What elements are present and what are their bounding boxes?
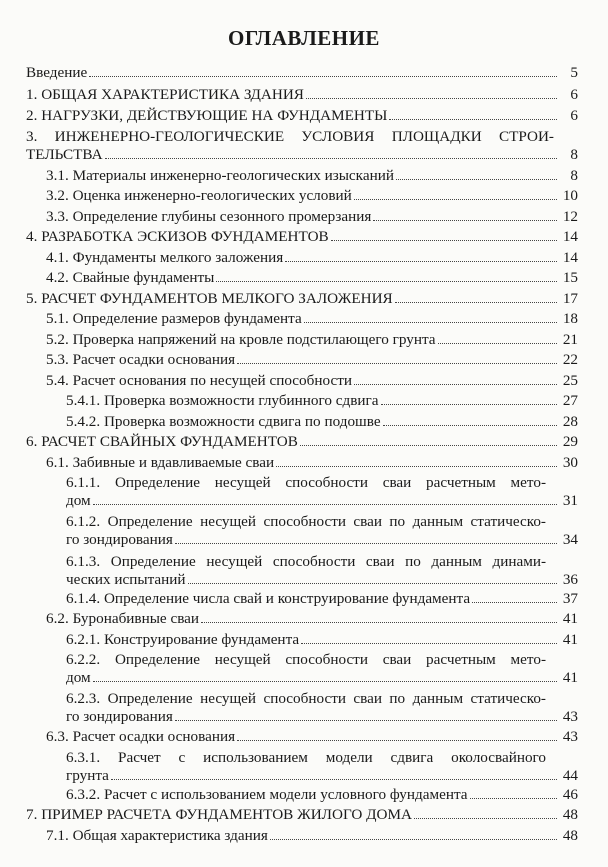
toc-page-number: 21 <box>562 331 578 348</box>
toc-entry-text-line1: 6.1.3. Определение несущей способности сваи по данным динами- <box>66 553 546 570</box>
toc-entry-text: 6.2. Буронабивные сваи <box>46 610 200 627</box>
toc-entry-text: 4.1. Фундаменты мелкого заложения <box>46 249 284 266</box>
leader-dots <box>300 444 557 446</box>
toc-page-number: 43 <box>562 728 578 745</box>
leader-dots <box>354 383 557 385</box>
toc-page-number: 34 <box>562 531 578 548</box>
leader-dots <box>383 424 557 426</box>
toc-entry-text: 5.4.1. Проверка возможности глубинного сдвига <box>66 392 379 409</box>
toc-page-number: 48 <box>562 827 578 844</box>
toc-page-number: 14 <box>562 228 578 245</box>
toc-entry <box>26 433 578 451</box>
toc-entry <box>26 146 578 164</box>
toc-page-number: 41 <box>562 610 578 627</box>
leader-dots <box>93 680 557 682</box>
toc-entry <box>46 454 578 472</box>
toc-page-number: 29 <box>562 433 578 450</box>
toc-entry <box>46 269 578 287</box>
toc-entry <box>26 290 578 308</box>
toc-entry <box>66 786 578 804</box>
toc-entry <box>26 64 578 82</box>
leader-dots <box>201 621 557 623</box>
toc-entry-text: 3.3. Определение глубины сезонного промерзания <box>46 208 372 225</box>
toc-entry <box>26 107 578 125</box>
toc-page-number: 27 <box>562 392 578 409</box>
toc-entry-text: 7.1. Общая характеристика здания <box>46 827 268 844</box>
toc-entry-text: 3.2. Оценка инженерно-геологических условий <box>46 187 352 204</box>
toc-entry-text: 5.2. Проверка напряжений на кровле подстилающего грунта <box>46 331 436 348</box>
toc-entry <box>46 167 578 185</box>
toc-entry-text-line1: 6.3.1. Расчет с использованием модели сдвига околосвайного <box>66 749 546 766</box>
toc-page-number: 15 <box>562 269 578 286</box>
toc-entry-text: 6.2.1. Конструирование фундамента <box>66 631 300 648</box>
toc-page-number: 46 <box>562 786 578 803</box>
leader-dots <box>175 542 557 544</box>
toc-page-number: 18 <box>562 310 578 327</box>
page-title: ОГЛАВЛЕНИЕ <box>228 26 380 50</box>
toc-entry-text: 5.3. Расчет осадки основания <box>46 351 236 368</box>
toc-page-number: 41 <box>562 631 578 648</box>
leader-dots <box>270 838 557 840</box>
toc-entry-text: ческих испытаний <box>66 571 186 588</box>
toc-entry <box>46 728 578 746</box>
leader-dots <box>306 97 557 99</box>
toc-entry-text-line1: 6.1.2. Определение несущей способности сваи по данным статическо- <box>66 513 546 530</box>
toc-entry-text: го зондирования <box>66 708 173 725</box>
leader-dots <box>396 178 557 180</box>
toc-entry-text: 1. ОБЩАЯ ХАРАКТЕРИСТИКА ЗДАНИЯ <box>26 86 304 103</box>
toc-entry-text: 6.3.2. Расчет с использованием модели условного фундамента <box>66 786 468 803</box>
toc-page-number: 8 <box>570 167 578 184</box>
toc-entry <box>46 310 578 328</box>
toc-entry <box>66 590 578 608</box>
toc-entry <box>46 187 578 205</box>
toc-page-number: 17 <box>562 290 578 307</box>
toc-entry-text: 4.2. Свайные фундаменты <box>46 269 215 286</box>
toc-page-number: 22 <box>562 351 578 368</box>
toc-page-number: 30 <box>562 454 578 471</box>
toc-page-number: 28 <box>562 413 578 430</box>
toc-entry <box>46 351 578 369</box>
toc-page-number: 8 <box>570 146 578 163</box>
toc-entry <box>66 631 578 649</box>
toc-entry <box>66 413 578 431</box>
toc-entry-text: грунта <box>66 767 109 784</box>
toc-entry-text-line1: 6.2.3. Определение несущей способности сваи по данным статическо- <box>66 690 546 707</box>
toc-entry <box>66 392 578 410</box>
toc-entry <box>66 492 578 510</box>
toc-entry-text: Введение <box>26 64 88 81</box>
leader-dots <box>438 342 557 344</box>
toc-page-number: 41 <box>562 669 578 686</box>
toc-entry <box>46 208 578 226</box>
toc-entry-text: ТЕЛЬСТВА <box>26 146 103 163</box>
toc-page-number: 31 <box>562 492 578 509</box>
leader-dots <box>304 321 557 323</box>
toc-page-number: 25 <box>562 372 578 389</box>
toc-entry <box>46 372 578 390</box>
leader-dots <box>301 642 557 644</box>
leader-dots <box>188 582 557 584</box>
toc-page-number: 14 <box>562 249 578 266</box>
toc-entry <box>46 331 578 349</box>
toc-entry-text: 5. РАСЧЕТ ФУНДАМЕНТОВ МЕЛКОГО ЗАЛОЖЕНИЯ <box>26 290 393 307</box>
leader-dots <box>331 239 557 241</box>
toc-entry-text: 5.1. Определение размеров фундамента <box>46 310 302 327</box>
leader-dots <box>216 280 557 282</box>
toc-page-number: 43 <box>562 708 578 725</box>
leader-dots <box>395 301 557 303</box>
leader-dots <box>285 260 557 262</box>
toc-entry-text: 5.4.2. Проверка возможности сдвига по подошве <box>66 413 381 430</box>
toc-entry-text-line1: 3. ИНЖЕНЕРНО-ГЕОЛОГИЧЕСКИЕ УСЛОВИЯ ПЛОЩАДКИ СТРОИ- <box>26 128 554 145</box>
toc-entry-text: 7. ПРИМЕР РАСЧЕТА ФУНДАМЕНТОВ ЖИЛОГО ДОМА <box>26 806 412 823</box>
leader-dots <box>389 118 557 120</box>
toc-entry <box>66 669 578 687</box>
leader-dots <box>470 797 557 799</box>
toc-page-number: 10 <box>562 187 578 204</box>
leader-dots <box>472 601 557 603</box>
toc-page-number: 12 <box>562 208 578 225</box>
toc-entry-text: 6.1. Забивные и вдавливаемые сваи <box>46 454 275 471</box>
leader-dots <box>354 198 557 200</box>
toc-entry <box>66 571 578 589</box>
toc-entry <box>46 610 578 628</box>
toc-page-number: 44 <box>562 767 578 784</box>
leader-dots <box>373 219 557 221</box>
toc-entry-text-line1: 6.2.2. Определение несущей способности сваи расчетным мето- <box>66 651 546 668</box>
leader-dots <box>175 719 557 721</box>
leader-dots <box>276 465 557 467</box>
toc-page-number: 37 <box>562 590 578 607</box>
toc-entry <box>46 827 578 845</box>
toc-page-number: 5 <box>570 64 578 81</box>
toc-entry <box>66 708 578 726</box>
leader-dots <box>89 75 557 77</box>
toc-entry <box>66 531 578 549</box>
toc-entry-text: 6. РАСЧЕТ СВАЙНЫХ ФУНДАМЕНТОВ <box>26 433 298 450</box>
toc-entry-text: 6.3. Расчет осадки основания <box>46 728 236 745</box>
toc-page-number: 36 <box>562 571 578 588</box>
toc-entry-text: 4. РАЗРАБОТКА ЭСКИЗОВ ФУНДАМЕНТОВ <box>26 228 329 245</box>
toc-entry <box>46 249 578 267</box>
leader-dots <box>111 778 557 780</box>
toc-entry-text: дом <box>66 492 91 509</box>
leader-dots <box>381 403 557 405</box>
toc-entry <box>26 806 578 824</box>
toc-entry-text: 2. НАГРУЗКИ, ДЕЙСТВУЮЩИЕ НА ФУНДАМЕНТЫ <box>26 107 388 124</box>
toc-entry <box>26 228 578 246</box>
toc-entry-text: 5.4. Расчет основания по несущей способности <box>46 372 352 389</box>
toc-entry <box>66 767 578 785</box>
toc-entry-text: 3.1. Материалы инженерно-геологических изысканий <box>46 167 394 184</box>
toc-page-number: 6 <box>570 86 578 103</box>
toc-page-number: 48 <box>562 806 578 823</box>
toc-entry-text: дом <box>66 669 91 686</box>
leader-dots <box>105 157 557 159</box>
toc-entry-text-line1: 6.1.1. Определение несущей способности сваи расчетным мето- <box>66 474 546 491</box>
leader-dots <box>414 817 557 819</box>
toc-entry <box>26 86 578 104</box>
leader-dots <box>237 739 557 741</box>
toc-entry-text: 6.1.4. Определение числа свай и конструирование фундамента <box>66 590 471 607</box>
leader-dots <box>93 503 557 505</box>
leader-dots <box>237 362 557 364</box>
toc-page-number: 6 <box>570 107 578 124</box>
toc-entry-text: го зондирования <box>66 531 173 548</box>
